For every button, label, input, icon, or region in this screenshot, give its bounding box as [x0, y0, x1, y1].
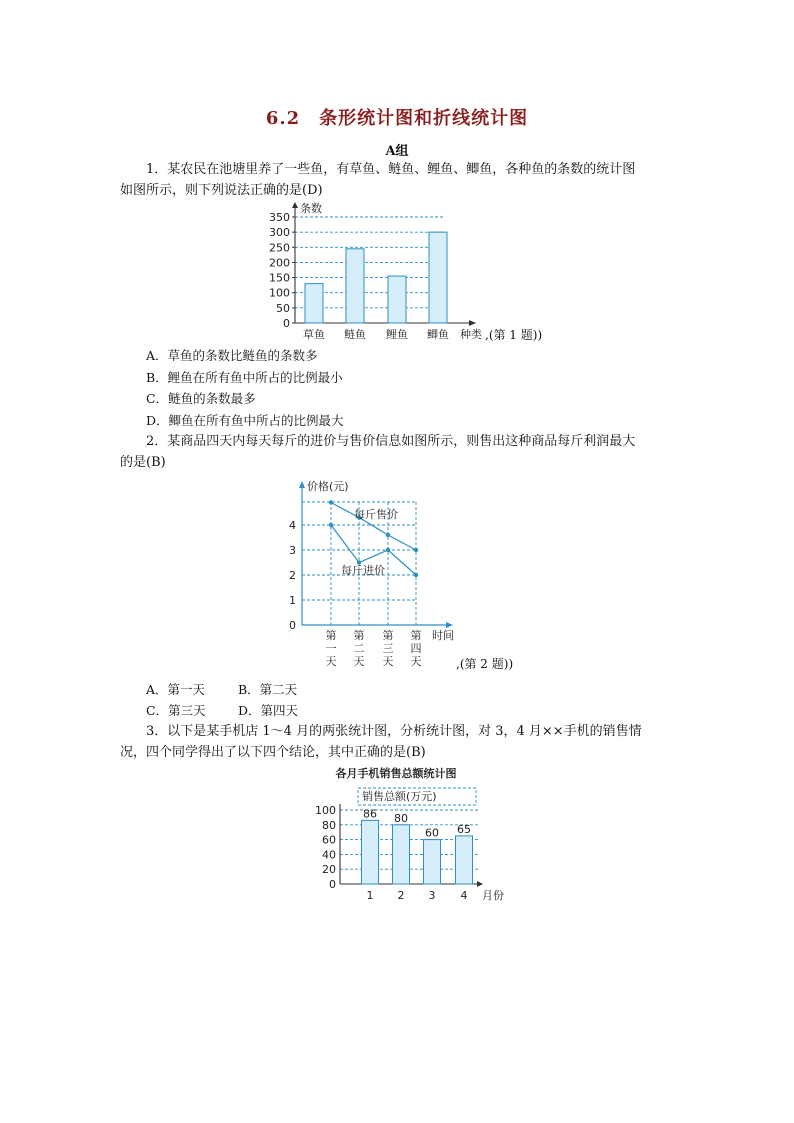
bar: [362, 820, 379, 884]
bar: [305, 284, 323, 323]
data-point: [329, 523, 333, 527]
x-tick-label: 2: [397, 889, 405, 902]
q3-text-line1: 3．以下是某手机店 1～4 月的两张统计图，分析统计图，对 3，4 月××手机的销售情: [146, 724, 642, 739]
bar: [456, 836, 473, 884]
bar: [429, 232, 447, 323]
x-tick-label: 二: [353, 642, 365, 655]
series-label: 每斤售价: [354, 508, 398, 521]
data-label: 65: [457, 822, 471, 836]
y-tick-label: 4: [289, 519, 296, 532]
data-point: [329, 500, 333, 504]
y-tick-label: 40: [322, 848, 336, 862]
x-tick-label: 鲤鱼: [386, 328, 408, 341]
sales-bar-chart: [312, 764, 512, 902]
x-axis-label: 种类: [460, 328, 482, 341]
q2-text-line1: 2．某商品四天内每天每斤的进价与售价信息如图所示，则售出这种商品每斤利润最大: [146, 434, 636, 449]
q2-option-b: B．第二天: [238, 682, 298, 697]
data-label: 80: [394, 811, 408, 825]
data-point: [414, 573, 418, 577]
x-tick-label: 天: [325, 655, 337, 668]
q2-option-d: D．第四天: [238, 703, 299, 718]
x-axis-arrow: [469, 320, 476, 326]
x-tick-label: 天: [410, 655, 422, 668]
y-tick-label: 60: [322, 833, 336, 847]
data-label: 86: [363, 807, 377, 821]
data-point: [386, 533, 390, 537]
x-axis-label: 月份: [482, 889, 504, 902]
q1-option-b: B．鲤鱼在所有鱼中所占的比例最小: [146, 370, 343, 385]
y-tick-label: 0: [289, 619, 296, 632]
x-tick-label: 3: [428, 889, 436, 902]
y-tick-label: 50: [276, 301, 290, 315]
q2-option-a: A．第一天: [146, 682, 206, 697]
y-tick-label: 300: [269, 226, 290, 240]
y-tick-label: 80: [322, 818, 336, 832]
y-tick-label: 100: [269, 286, 290, 300]
x-tick-label: 第: [353, 629, 365, 642]
series-label: 每斤进价: [341, 564, 385, 577]
x-tick-label: 第: [325, 629, 337, 642]
q2-option-c: C．第三天: [146, 703, 206, 718]
price-line-chart: [280, 476, 490, 672]
x-tick-label: 草鱼: [303, 328, 325, 341]
q1-option-c: C．鲢鱼的条数最多: [146, 391, 256, 406]
q1-text-line2: 如图所示，则下列说法正确的是(D): [120, 183, 323, 198]
y-tick-label: 3: [289, 544, 296, 557]
q1-text-line1: 1．某农民在池塘里养了一些鱼，有草鱼、鲢鱼、鲤鱼、鲫鱼，各种鱼的条数的统计图: [146, 162, 636, 177]
y-tick-label: 100: [315, 804, 336, 817]
y-tick-label: 1: [289, 594, 296, 607]
fish-bar-chart: [258, 198, 498, 346]
x-axis-arrow: [446, 622, 453, 628]
q2-text-line2: 的是(B): [120, 455, 166, 470]
y-tick-label: 150: [269, 271, 290, 285]
x-tick-label: 4: [460, 889, 468, 902]
x-axis-label: 时间: [432, 629, 454, 642]
page-title: 6.2 条形统计图和折线统计图: [265, 108, 529, 129]
x-tick-label: 1: [366, 889, 374, 902]
y-axis-label: 条数: [300, 202, 322, 215]
q3-text-line2: 况，四个同学得出了以下四个结论，其中正确的是(B): [120, 745, 426, 760]
x-tick-label: 天: [382, 655, 394, 668]
y-axis-arrow: [292, 202, 298, 208]
x-tick-label: 第: [410, 629, 422, 642]
y-tick-label: 0: [329, 878, 336, 891]
y-tick-label: 200: [269, 256, 290, 270]
y-tick-label: 0: [283, 317, 290, 330]
y-tick-label: 20: [322, 863, 336, 877]
x-tick-label: 天: [353, 655, 365, 668]
group-label: A组: [385, 144, 409, 159]
y-tick-label: 250: [269, 241, 290, 255]
legend-label: 销售总额(万元): [362, 790, 437, 803]
q1-caption: ,(第 1 题)): [485, 328, 543, 342]
y-tick-label: 350: [269, 211, 290, 224]
x-tick-label: 第: [382, 629, 394, 642]
y-axis-arrow: [299, 481, 305, 488]
x-tick-label: 一: [325, 642, 337, 655]
y-axis-label: 价格(元): [307, 480, 349, 493]
x-tick-label: 四: [410, 642, 422, 655]
data-point: [414, 548, 418, 552]
x-tick-label: 三: [382, 642, 394, 655]
data-label: 60: [425, 826, 439, 840]
bar: [424, 840, 441, 884]
chart-title: 各月手机销售总额统计图: [335, 767, 457, 780]
bar: [388, 276, 406, 323]
x-tick-label: 鲢鱼: [344, 328, 366, 341]
q1-option-d: D．鲫鱼在所有鱼中所占的比例最大: [146, 413, 344, 428]
x-tick-label: 鲫鱼: [427, 328, 449, 341]
y-tick-label: 2: [289, 569, 296, 582]
q2-caption: ,(第 2 题)): [456, 657, 514, 671]
data-point: [386, 548, 390, 552]
bar: [346, 249, 364, 323]
q1-option-a: A．草鱼的条数比鲢鱼的条数多: [146, 348, 318, 363]
x-axis-arrow: [477, 881, 483, 887]
bar: [393, 825, 410, 884]
